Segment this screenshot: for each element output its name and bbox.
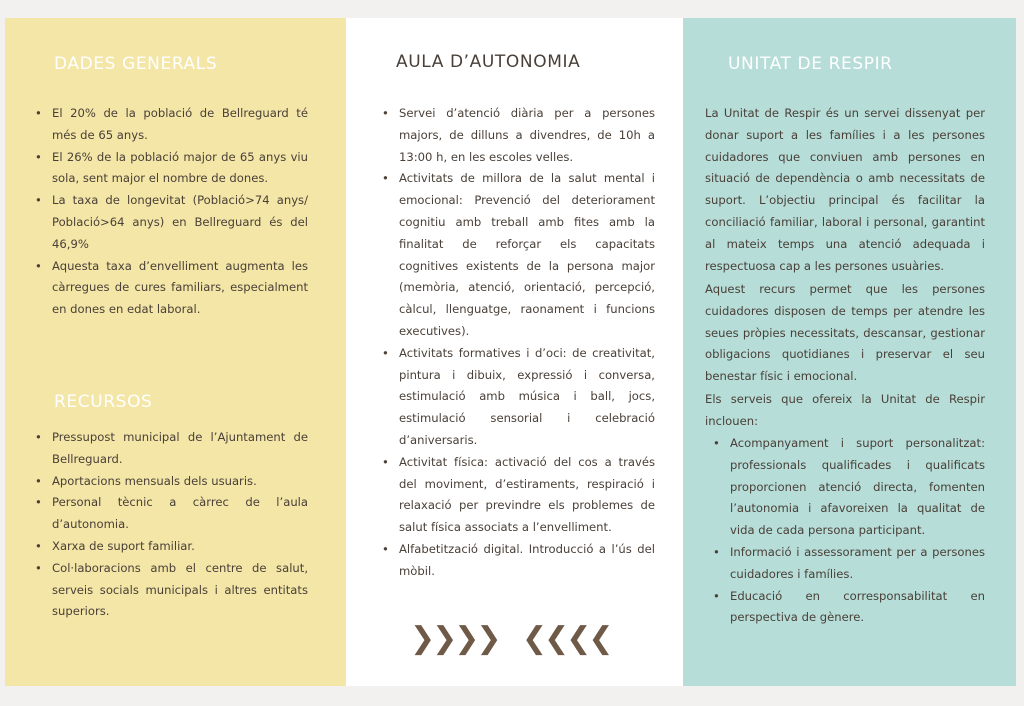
list-item: • El 20% de la població de Bellreguard té més de 65 anys. (52, 103, 308, 147)
resources-heading: RECURSOS (54, 392, 153, 412)
middle-panel (346, 18, 683, 686)
autonomy-activities-list (399, 103, 655, 583)
list-item: • Servei d’atenció diària per a persones majors, de dilluns a divendres, de 10h a 13:00 h, en les escoles velles. (399, 103, 655, 168)
list-item: • Activitat física: activació del cos a través del moviment, d’estiraments, respiració i relaxació per previndre els problemes de salut física associats a l’envelliment. (399, 452, 655, 539)
respite-services-list (730, 433, 985, 629)
chevrons-right-icon: ❯❯❯❯ (410, 621, 499, 656)
list-item: • Informació i assessorament per a persones cuidadores i famílies. (730, 542, 985, 586)
general-data-heading: DADES GENERALS (54, 54, 218, 74)
chevrons-left-icon: ❮❮❮❮ (522, 621, 611, 656)
list-item: • La taxa de longevitat (Població>74 anys/ Població>64 anys) en Bellreguard és del 46,9% (52, 190, 308, 255)
list-item: • Activitats formatives i d’oci: de creativitat, pintura i dibuix, expressió i conversa, estimulació amb música i ball, jocs, estimulació sensorial i celebració d’aniversaris. (399, 343, 655, 452)
list-item: • Personal tècnic a càrrec de l’aula d’autonomia. (52, 492, 308, 536)
list-item: • Activitats de millora de la salut mental i emocional: Prevenció del deteriorament cognitiu amb treball amb fites amb la finalitat de reforçar els capacitats cognitives existents de la persona major (memòria, atenció, orientació, percepció, càlcul, llenguatge, raonament i funcions executives). (399, 168, 655, 342)
list-item: • Aquesta taxa d’envelliment augmenta les càrregues de cures familiars, especialment en dones en edat laboral. (52, 256, 308, 321)
general-data-list (52, 103, 308, 321)
list-item: • El 26% de la població major de 65 anys viu sola, sent major el nombre de dones. (52, 147, 308, 191)
resources-list (52, 427, 308, 623)
list-item: • Acompanyament i suport personalitzat: professionals qualificades i qualificats proporcionen atenció directa, fomenten l’autonomia i afavoreixen la qualitat de vida de cada persona participant. (730, 433, 985, 542)
respite-purpose-paragraph: Aquest recurs permet que les persones cuidadores disposen de temps per atendre les seues pròpies necessitats, descansar, gestionar obligacions quotidianes i preservar el seu benestar físic i emocional. (705, 282, 985, 384)
list-item: • Aportacions mensuals dels usuaris. (52, 471, 308, 493)
list-item: • Alfabetització digital. Introducció a l’ús del mòbil. (399, 539, 655, 583)
list-item: • Col·laboracions amb el centre de salut, serveis socials municipals i altres entitats superiors. (52, 558, 308, 623)
left-panel (5, 18, 346, 686)
respite-intro-paragraph: La Unitat de Respir és un servei dissenyat per donar suport a les famílies i a les persones cuidadores que conviuen amb persones en situació de dependència o amb necessitats de suport. L’objectiu principal és facilitar la conciliació familiar, laboral i personal, garantint al mateix temps una atenció adequada i respectuosa cap a les persones usuàries. (705, 106, 985, 273)
autonomy-classroom-heading: AULA D’AUTONOMIA (396, 52, 581, 72)
respite-unit-heading: UNITAT DE RESPIR (728, 54, 893, 74)
list-item: • Educació en corresponsabilitat en perspectiva de gènere. (730, 586, 985, 630)
respite-services-intro: Els serveis que ofereix la Unitat de Respir inclouen: (705, 392, 985, 428)
list-item: • Xarxa de suport familiar. (52, 536, 308, 558)
right-panel (683, 18, 1016, 686)
list-item: • Pressupost municipal de l’Ajuntament de Bellreguard. (52, 427, 308, 471)
